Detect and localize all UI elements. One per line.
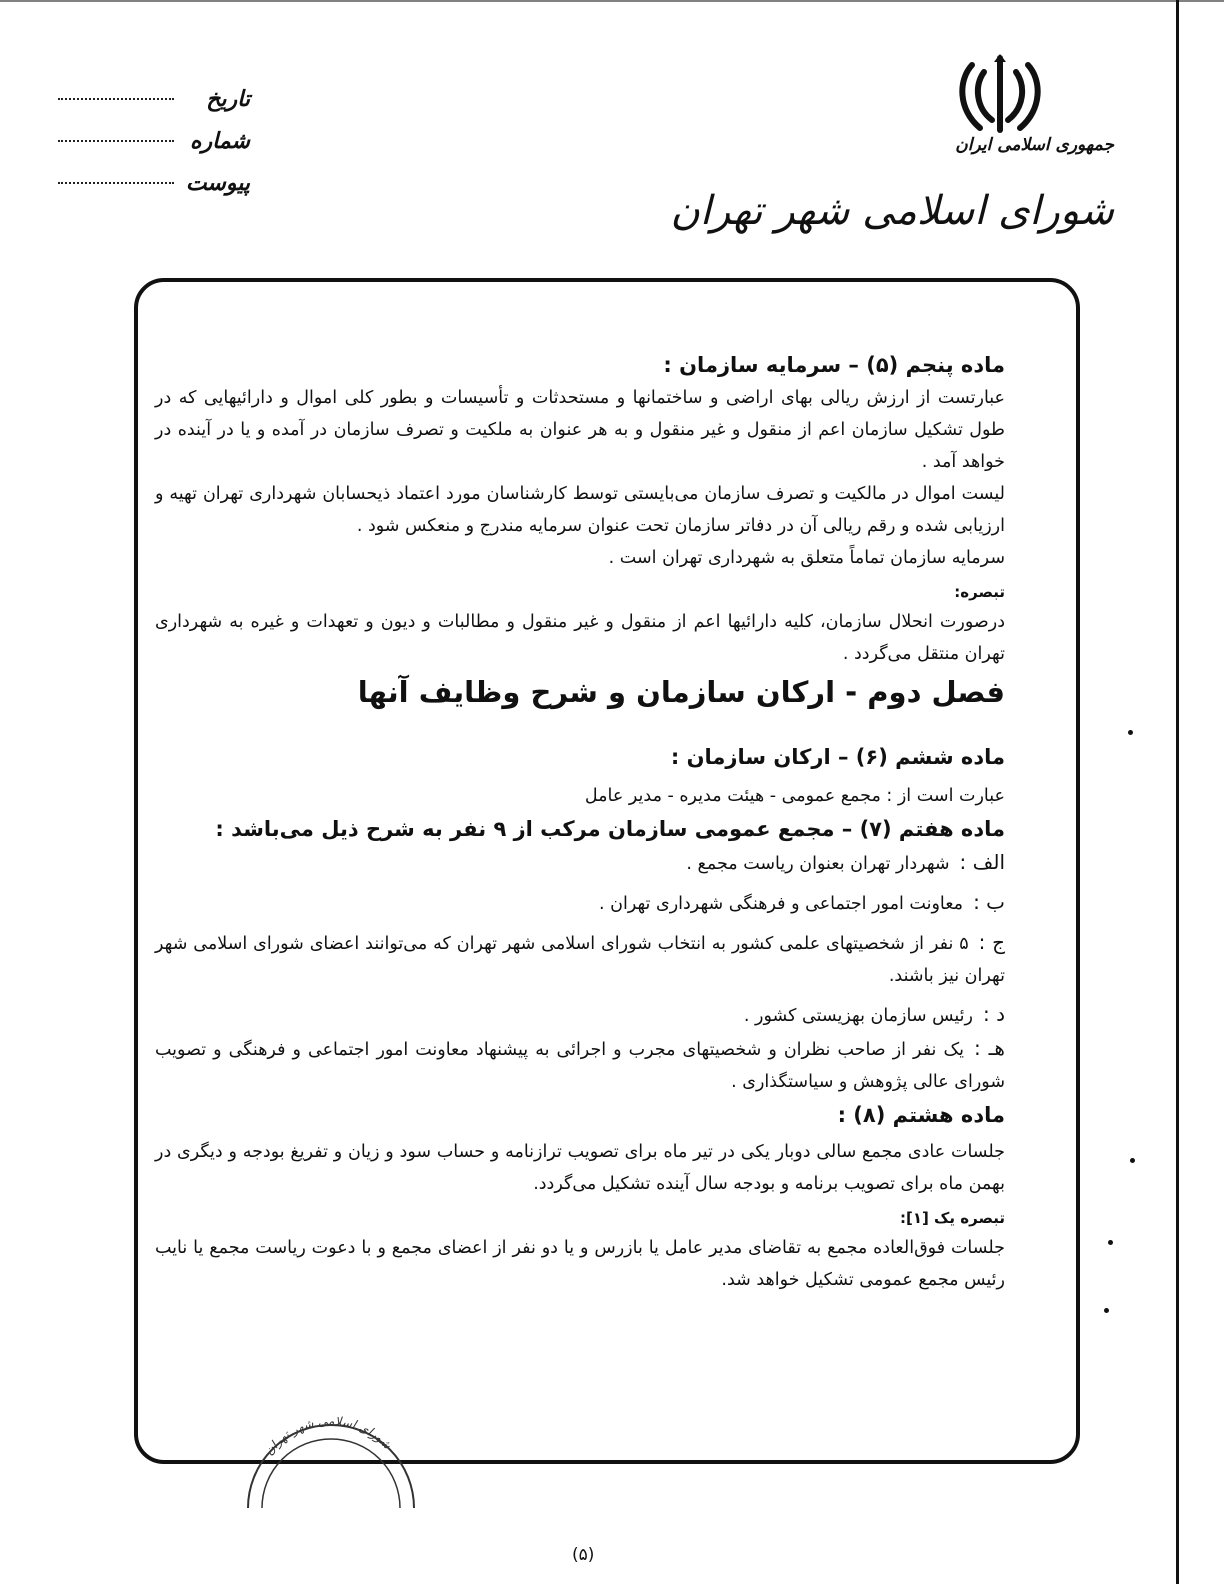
date-dots xyxy=(58,98,174,100)
article-7-item xyxy=(155,926,1005,992)
article-6-title: ماده ششم (۶) – ارکان سازمان : xyxy=(670,745,1005,769)
item-mark: ب : xyxy=(973,890,1005,914)
number-field xyxy=(50,120,250,162)
note-2-text: جلسات فوق‌العاده مجمع به تقاضای مدیر عامل یا بازرس و یا دو نفر از اعضای مجمع و با دعوت ریاست مجمع یا نایب رئیس مجمع عمومی تشکیل خواهد شد. xyxy=(155,1238,1005,1290)
article-7-title: ماده هفتم (۷) – مجمع عمومی سازمان مرکب از ۹ نفر به شرح ذیل می‌باشد : xyxy=(215,817,1005,841)
article-8-text: جلسات عادی مجمع سالی دوبار یکی در تیر ماه برای تصویب ترازنامه و حساب سود و زیان و تفریغ بودجه و دیگری در بهمن ماه برای تصویب برنامه و بودجه سال آینده تشکیل می‌گردد. xyxy=(155,1142,1005,1194)
note-1-title: تبصره: xyxy=(954,583,1005,601)
article-7-item xyxy=(155,1032,1005,1098)
scan-speck xyxy=(1104,1308,1109,1313)
page-number: (۵) xyxy=(572,1545,595,1565)
date-label: تاریخ xyxy=(206,86,250,112)
attachment-dots xyxy=(58,182,174,184)
note-2-title: تبصره یک [۱]: xyxy=(899,1209,1005,1227)
item-text: ۵ نفر از شخصیتهای علمی کشور به انتخاب شورای اسلامی شهر تهران که می‌توانند اعضای شورای اسلامی شهر تهران نیز باشند. xyxy=(155,934,1005,986)
article-7-item xyxy=(155,886,1005,920)
number-dots xyxy=(58,140,174,142)
number-label: شماره xyxy=(189,128,250,154)
iran-emblem-icon xyxy=(950,50,1050,140)
svg-text:شورای اسلامی شهر تهران: شورای اسلامی شهر تهران xyxy=(261,1413,395,1458)
item-mark: الف : xyxy=(959,850,1005,874)
item-text: معاونت امور اجتماعی و فرهنگی شهرداری تهران . xyxy=(599,894,964,914)
scan-top-edge xyxy=(0,0,1224,14)
scan-speck xyxy=(1130,1158,1135,1163)
item-mark: هـ : xyxy=(974,1036,1005,1060)
article-7-item xyxy=(155,998,1005,1032)
article-5-paragraph-3: سرمایه سازمان تماماً متعلق به شهرداری تهران است . xyxy=(608,548,1005,568)
date-field xyxy=(50,78,250,120)
scan-right-edge xyxy=(1176,0,1179,1584)
item-mark: ج : xyxy=(978,930,1005,954)
country-name: جمهوری اسلامی ایران xyxy=(955,135,1114,155)
chapter-2-title: فصل دوم - ارکان سازمان و شرح وظایف آنها xyxy=(357,675,1005,709)
scan-speck xyxy=(1128,730,1133,735)
note-1-text: درصورت انحلال سازمان، کلیه دارائیها اعم از منقول و غیر منقول و مطالبات و دیون و تعهدات و غیره به شهرداری تهران منتقل می‌گردد . xyxy=(155,612,1005,664)
article-6-text: عبارت است از : مجمع عمومی - هیئت مدیره - مدیر عامل xyxy=(584,786,1005,806)
attachment-label: پیوست xyxy=(185,170,250,196)
item-text: یک نفر از صاحب نظران و شخصیتهای مجرب و اجرائی به پیشنهاد معاونت امور اجتماعی و فرهنگی و تصویب شورای عالی پژوهش و سیاستگذاری . xyxy=(155,1040,1005,1092)
article-8-title: ماده هشتم (۸) : xyxy=(837,1103,1005,1127)
item-mark: د : xyxy=(982,1002,1005,1026)
meta-fields xyxy=(50,78,250,204)
article-5-paragraph-1: عبارتست از ارزش ریالی بهای اراضی و ساختمانها و مستحدثات و تأسیسات و بطور کلی اموال و دارائیهایی که در طول تشکیل سازمان اعم از منقول و غیر منقول و به هر عنوان به ملکیت و تصرف سازمان در آمده و یا در آینده در خواهد آمد . xyxy=(155,388,1005,472)
document-body xyxy=(155,348,1005,1296)
scan-speck xyxy=(1108,1240,1113,1245)
article-7-item xyxy=(155,846,1005,880)
item-text: شهردار تهران بعنوان ریاست مجمع . xyxy=(686,854,950,874)
article-5-title: ماده پنجم (۵) – سرمایه سازمان : xyxy=(663,353,1005,377)
item-text: رئیس سازمان بهزیستی کشور . xyxy=(743,1006,973,1026)
council-name: شورای اسلامی شهر تهران xyxy=(670,188,1114,234)
article-5-paragraph-2: لیست اموال در مالکیت و تصرف سازمان می‌بایستی توسط کارشناسان مورد اعتماد ذیحسابان شهرداری تهران تهیه و ارزیابی شده و رقم ریالی آن در دفاتر سازمان تحت عنوان سرمایه مندرج و منعکس شود . xyxy=(155,484,1005,536)
official-seal-icon xyxy=(236,1400,426,1510)
attachment-field xyxy=(50,162,250,204)
